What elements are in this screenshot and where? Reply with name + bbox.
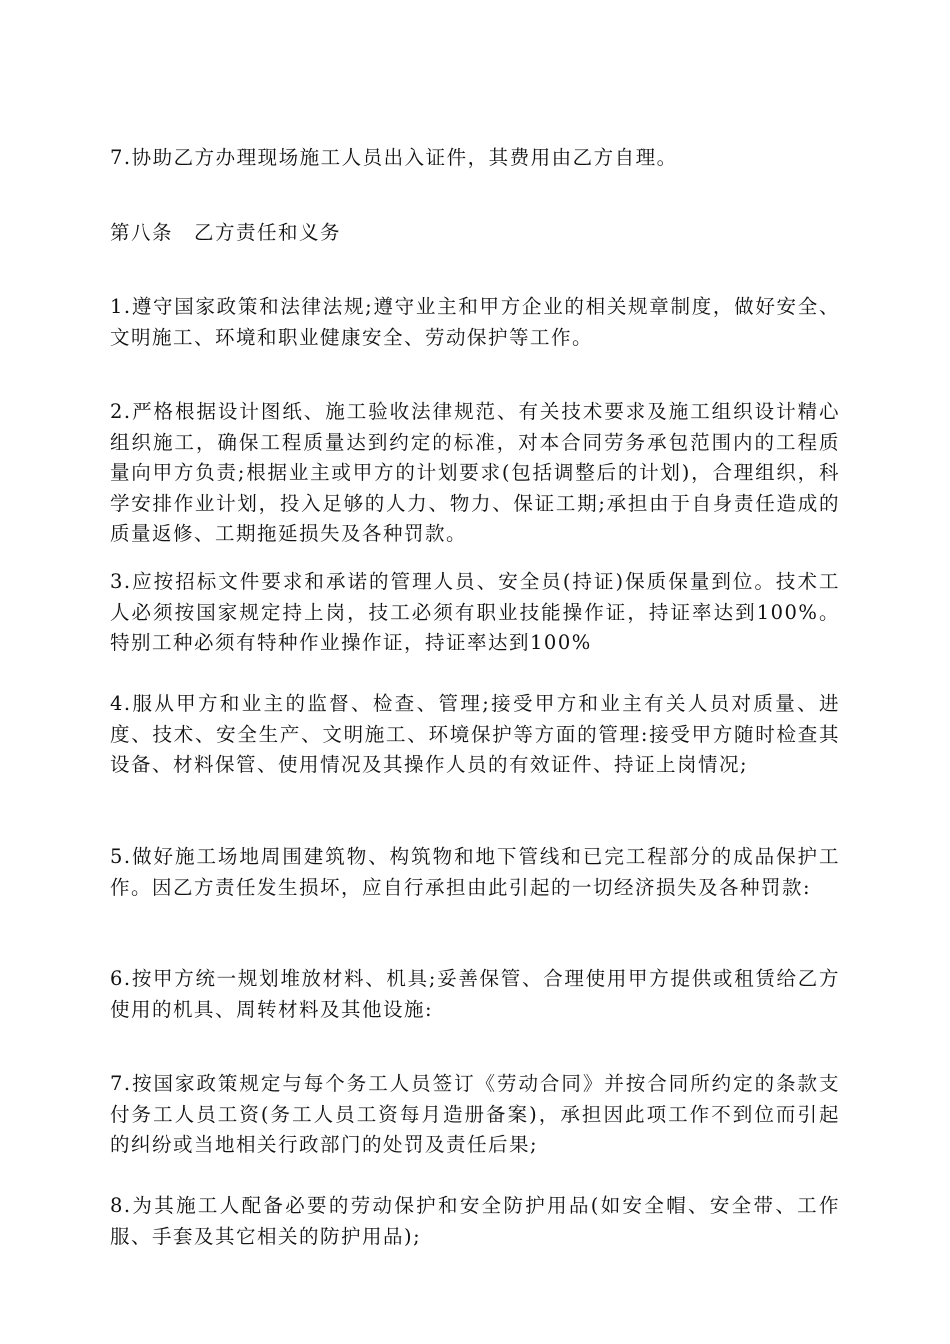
paragraph-duty-5: 5.做好施工场地周围建筑物、构筑物和地下管线和已完工程部分的成品保护工作。因乙方责任发生损坏，应自行承担由此引起的一切经济损失及各种罚款: bbox=[110, 845, 840, 899]
section-heading-article-8: 第八条 乙方责任和义务 bbox=[110, 221, 342, 244]
paragraph-duty-4: 4.服从甲方和业主的监督、检查、管理;接受甲方和业主有关人员对质量、进度、技术、安全生产、文明施工、环境保护等方面的管理:接受甲方随时检查其设备、材料保管、使用情况及其操作人员的有效证件、持证上岗情况; bbox=[110, 692, 840, 776]
paragraph-duty-1: 1.遵守国家政策和法律法规;遵守业主和甲方企业的相关规章制度，做好安全、文明施工、环境和职业健康安全、劳动保护等工作。 bbox=[110, 295, 840, 349]
paragraph-duty-8: 8.为其施工人配备必要的劳动保护和安全防护用品(如安全帽、安全带、工作服、手套及其它相关的防护用品); bbox=[110, 1194, 840, 1248]
paragraph-duty-2: 2.严格根据设计图纸、施工验收法律规范、有关技术要求及施工组织设计精心组织施工，确保工程质量达到约定的标准，对本合同劳务承包范围内的工程质量向甲方负责;根据业主或甲方的计划要求(包括调整后的计划)，合理组织，科学安排作业计划，投入足够的人力、物力、保证工期;承担由于自身责任造成的质量返修、工期拖延损失及各种罚款。 bbox=[110, 400, 840, 545]
paragraph-duty-7: 7.按国家政策规定与每个务工人员签订《劳动合同》并按合同所约定的条款支付务工人员工资(务工人员工资每月造册备案)，承担因此项工作不到位而引起的纠纷或当地相关行政部门的处罚及责任后果; bbox=[110, 1072, 840, 1156]
paragraph-clause-7-entry-permits: 7.协助乙方办理现场施工人员出入证件，其费用由乙方自理。 bbox=[110, 146, 678, 169]
paragraph-duty-6: 6.按甲方统一规划堆放材料、机具;妥善保管、合理使用甲方提供或租赁给乙方使用的机具、周转材料及其他设施: bbox=[110, 967, 840, 1021]
paragraph-duty-3: 3.应按招标文件要求和承诺的管理人员、安全员(持证)保质保量到位。技术工人必须按国家规定持上岗，技工必须有职业技能操作证，持证率达到100%。特别工种必须有特种作业操作证，持证率达到100% bbox=[110, 570, 840, 654]
